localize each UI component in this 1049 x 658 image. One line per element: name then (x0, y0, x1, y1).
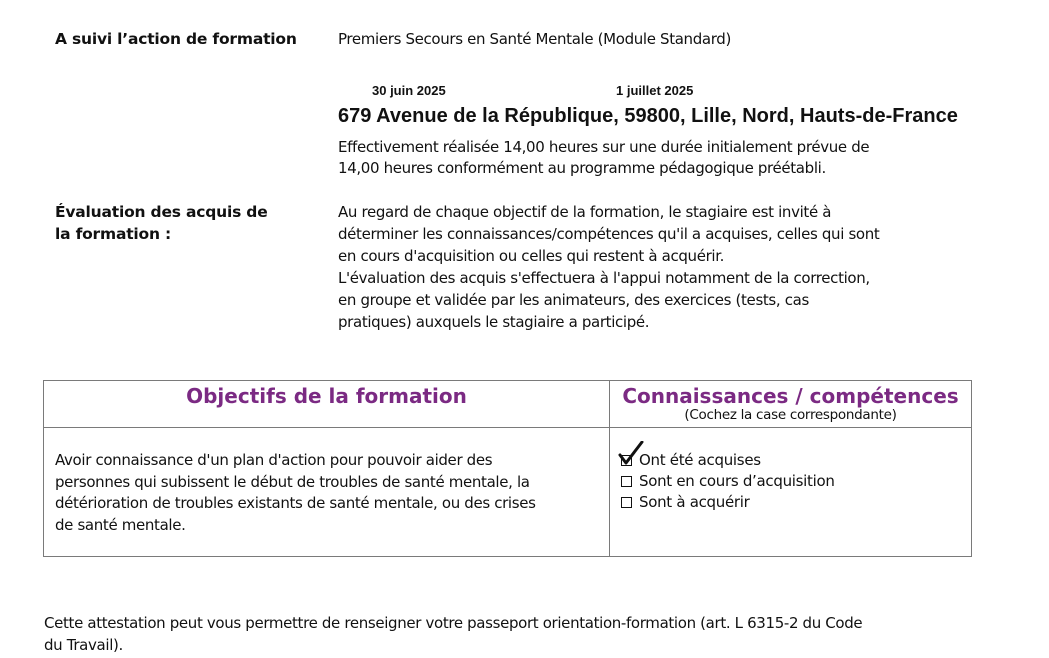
option-acquired[interactable] (618, 450, 971, 471)
evaluation-text-line: Au regard de chaque objectif de la formation, le stagiaire est invité à (338, 203, 832, 221)
option-label: Sont en cours d’acquisition (639, 472, 835, 490)
objectives-header: Objectifs de la formation (186, 384, 467, 408)
checkbox-checked-icon[interactable] (621, 455, 632, 466)
evaluation-text-line: L'évaluation des acquis s'effectuera à l'appui notamment de la correction, (338, 269, 870, 287)
option-in-progress[interactable] (618, 471, 971, 492)
action-label: A suivi l’action de formation (55, 30, 297, 48)
objective-line: personnes qui subissent le début de troubles de santé mentale, la (55, 472, 530, 491)
checkbox-empty-icon[interactable] (621, 476, 632, 487)
objective-cell (44, 428, 610, 557)
competences-header-cell (610, 381, 972, 428)
option-label: Sont à acquérir (639, 493, 750, 511)
footer-line-1: Cette attestation peut vous permettre de renseigner votre passeport orientation-formation (art. L 6315-2 du Code (44, 614, 863, 632)
option-label: Ont été acquises (639, 451, 761, 469)
objective-line: Avoir connaissance d'un plan d'action pour pouvoir aider des (55, 451, 493, 469)
evaluation-text-line: en cours d'acquisition ou celles qui restent à acquérir. (338, 247, 725, 265)
training-address: 679 Avenue de la République, 59800, Lille, Nord, Hauts-de-France (338, 105, 958, 127)
checkmark-icon (618, 441, 644, 467)
competences-header: Connaissances / compétences (622, 384, 959, 408)
option-to-acquire[interactable] (618, 492, 971, 513)
footer-line-2: du Travail). (44, 636, 123, 654)
evaluation-label-line-2: la formation : (55, 225, 172, 243)
table-row (44, 428, 972, 557)
checkbox-empty-icon[interactable] (621, 497, 632, 508)
objectives-table (43, 380, 972, 557)
evaluation-text-line: en groupe et validée par les animateurs, des exercices (tests, cas (338, 291, 809, 309)
evaluation-text-line: déterminer les connaissances/compétences qu'il a acquises, celles qui sont (338, 225, 880, 243)
start-date: 30 juin 2025 (372, 83, 446, 98)
objective-line: de santé mentale. (55, 515, 186, 534)
table-header-row (44, 381, 972, 428)
end-date: 1 juillet 2025 (616, 83, 694, 98)
competences-cell (610, 428, 972, 557)
duration-line-1: Effectivement réalisée 14,00 heures sur une durée initialement prévue de (338, 138, 870, 156)
objectives-header-cell (44, 381, 610, 428)
duration-line-2: 14,00 heures conformément au programme pédagogique préétabli. (338, 159, 826, 177)
objective-line: détérioration de troubles existants de santé mentale, ou des crises (55, 494, 536, 512)
action-value: Premiers Secours en Santé Mentale (Module Standard) (338, 30, 731, 48)
competences-subheader: (Cochez la case correspondante) (684, 407, 897, 423)
evaluation-label-line-1: Évaluation des acquis de (55, 203, 268, 221)
evaluation-text-line: pratiques) auxquels le stagiaire a participé. (338, 313, 650, 331)
